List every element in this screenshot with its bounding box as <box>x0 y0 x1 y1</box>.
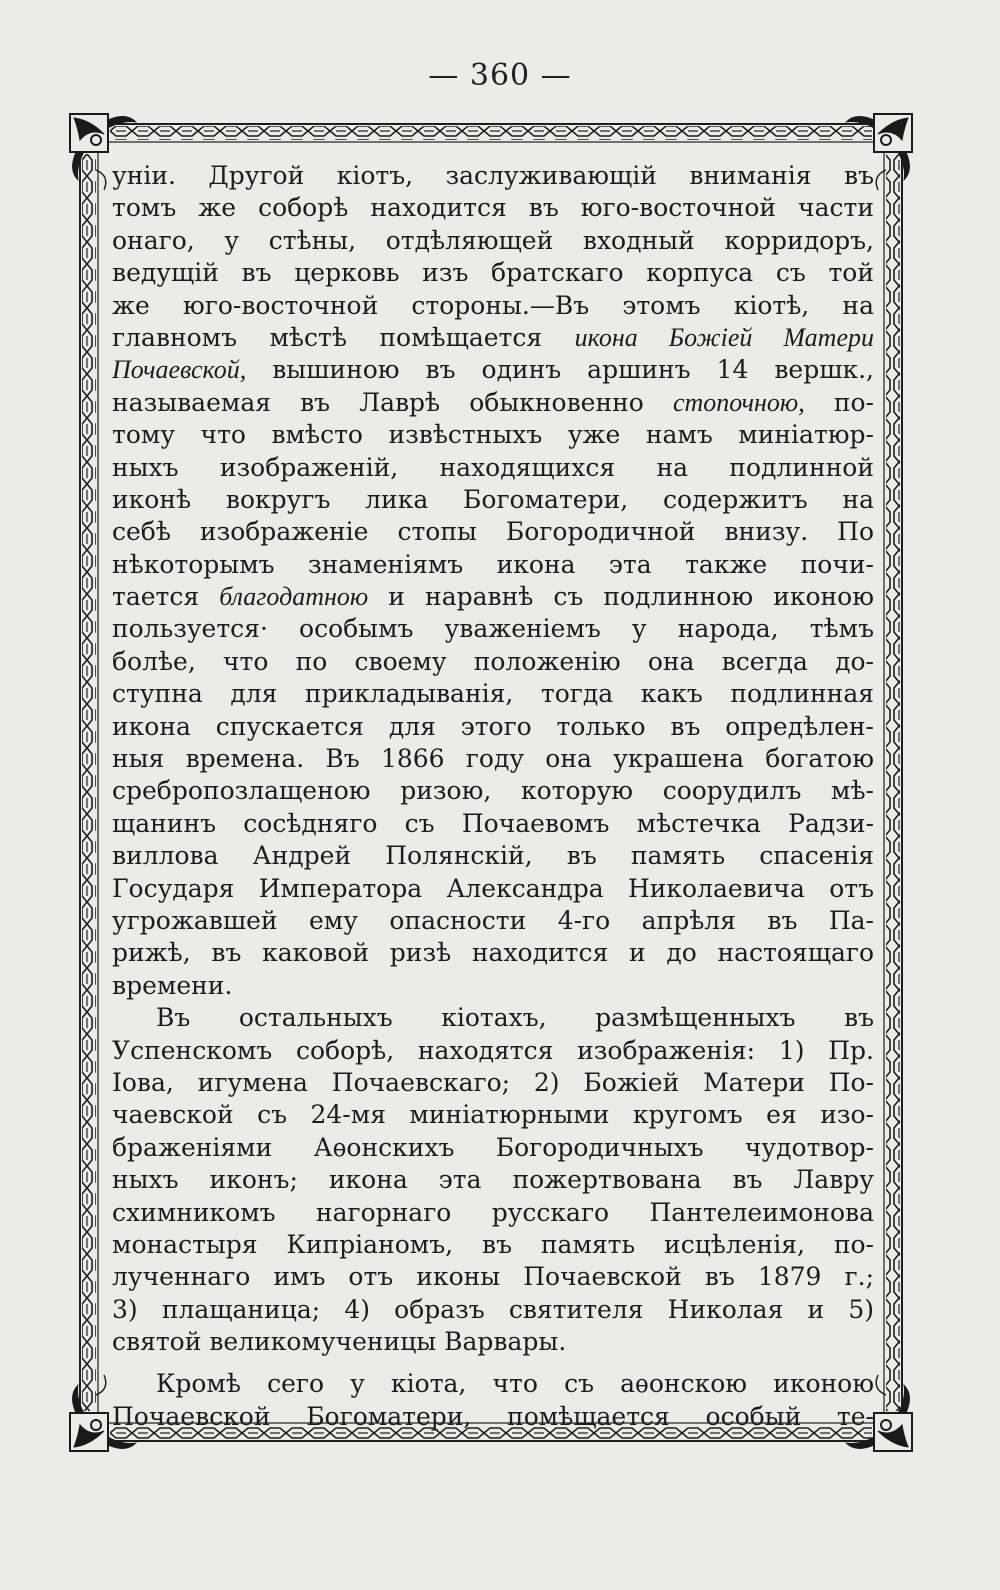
text-line: же юго-восточной стороны.—Въ этомъ кіотѣ, на <box>112 290 874 320</box>
italic-emphasis: стопочною, <box>672 387 805 417</box>
text-line: томъ же соборѣ находится въ юго-восточной части <box>112 193 874 223</box>
text-segment: и наравнѣ съ подлинною иконою <box>368 582 874 612</box>
text-line: ныя времена. Въ 1866 году она украшена богатою <box>112 744 874 774</box>
text-line: угрожавшей ему опасности 4-го апрѣля въ Па- <box>112 905 874 935</box>
text-line: святой великомученицы Варвары. <box>112 1327 567 1357</box>
text-line: щанинъ сосѣдняго съ Почаевомъ мѣстечка Радзи- <box>112 808 874 838</box>
text-line: рижѣ, въ каковой ризѣ находится и до настоящаго <box>112 938 874 968</box>
italic-emphasis: Почаевской, <box>112 355 247 385</box>
body-text <box>112 160 874 1433</box>
text-line: Іова, игумена Почаевскаго; 2) Божіей Матери По- <box>112 1067 874 1097</box>
text-line: тому что вмѣсто извѣстныхъ уже намъ миніатюр- <box>112 420 874 450</box>
text-line: уніи. Другой кіотъ, заслуживающій вниманія въ <box>112 161 874 190</box>
italic-emphasis: икона Божіей Матери <box>574 322 874 352</box>
text-line <box>112 581 874 613</box>
text-line: онаго, у стѣны, отдѣляющей входный корридоръ, <box>112 225 874 255</box>
text-line: Въ остальныхъ кіотахъ, размѣщенныхъ въ <box>156 1003 874 1033</box>
text-segment: вышиною въ одинъ аршинъ 14 вершк., <box>246 355 874 385</box>
text-line: Государя Императора Александра Николаевича отъ <box>112 873 874 903</box>
text-line: иконѣ вокругъ лика Богоматери, содержитъ на <box>112 484 874 514</box>
text-line: Почаевской Богоматери, помѣщается особый те- <box>112 1401 874 1431</box>
text-segment: тается <box>112 582 220 612</box>
text-line: лученнаго имъ отъ иконы Почаевской въ 1879 г.; <box>112 1262 874 1292</box>
text-segment: называемая въ Лаврѣ обыкновенно <box>112 387 673 417</box>
text-line: нѣкоторымъ знаменіямъ икона эта также почи- <box>112 549 874 579</box>
text-line: монастыря Кипріаномъ, въ память исцѣленія, по- <box>112 1229 874 1259</box>
text-line: виллова Андрей Полянскій, въ память спасенія <box>112 841 874 871</box>
text-line: ступна для прикладыванія, тогда какъ подлинная <box>112 679 874 709</box>
text-line: ведущій въ церковь изъ братскаго корпуса съ той <box>112 258 874 288</box>
text-line: сребропозлащеною ризою, которую соорудилъ мѣ- <box>112 776 874 806</box>
text-line: браженіями Аѳонскихъ Богородичныхъ чудотвор- <box>112 1132 874 1162</box>
italic-emphasis: благодатною <box>219 582 369 612</box>
text-line: икона спускается для этого только въ опредѣлен- <box>112 711 874 741</box>
text-line: болѣе, что по своему положенію она всегда до- <box>112 646 874 676</box>
text-line: схимникомъ нагорнаго русскаго Пантелеимонова <box>112 1197 874 1227</box>
text-line: Кромѣ сего у кіота, что съ аѳонскою иконою <box>156 1369 874 1399</box>
text-line: времени. <box>112 970 233 1000</box>
text-line: ныхъ изображеній, находящихся на подлинной <box>112 452 874 482</box>
text-line <box>112 354 874 386</box>
text-line: ныхъ иконъ; икона эта пожертвована въ Лавру <box>112 1165 874 1195</box>
text-line <box>112 387 874 419</box>
text-segment: по- <box>804 387 874 417</box>
text-line: пользуется· особымъ уваженіемъ у народа, тѣмъ <box>112 614 874 644</box>
text-line <box>112 322 874 354</box>
page-number: — 360 — <box>428 58 572 93</box>
text-line: Успенскомъ соборѣ, находятся изображенія: 1) Пр. <box>112 1035 874 1065</box>
text-segment: главномъ мѣстѣ помѣщается <box>112 322 575 352</box>
text-line: 3) плащаница; 4) образъ святителя Николая и 5) <box>112 1294 874 1324</box>
text-line: себѣ изображеніе стопы Богородичной внизу. По <box>112 517 874 547</box>
text-line: чаевской съ 24-мя миніатюрными кругомъ ея изо- <box>112 1100 874 1130</box>
